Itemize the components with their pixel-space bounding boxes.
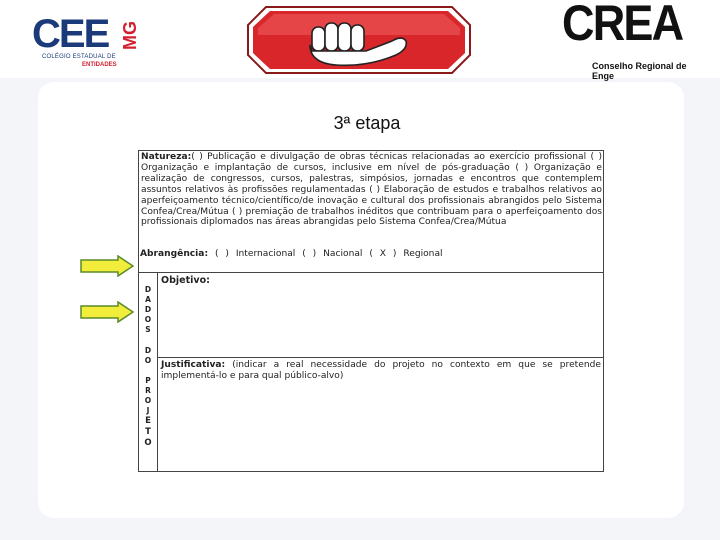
side-label-letter: D — [144, 345, 152, 355]
crea-logo-tagline: Conselho Regional de Enge — [592, 61, 687, 81]
cee-mg-logo — [32, 8, 147, 68]
side-label-letter: R — [145, 385, 151, 395]
crea-logo-text: CREA — [562, 0, 683, 51]
side-label-letter: A — [145, 295, 151, 305]
justificativa-label: Justificativa: — [161, 360, 226, 370]
divider — [157, 272, 158, 471]
objetivo-label: Objetivo: — [161, 275, 210, 286]
cee-logo-mg: MG — [120, 21, 140, 51]
crea-logo — [562, 0, 692, 81]
divider — [139, 272, 603, 273]
cee-logo-line2: ENTIDADES — [82, 62, 117, 68]
side-label-letter: O — [144, 355, 152, 365]
natureza-section — [140, 152, 603, 228]
abrangencia-label: Abrangência: — [140, 249, 209, 259]
stop-hand-icon — [246, 5, 472, 75]
arrow-right-icon — [80, 301, 134, 323]
side-label-letter: T — [145, 427, 151, 438]
side-label-letter: P — [145, 375, 151, 385]
dados-do-projeto-side-label — [141, 285, 155, 449]
cee-logo-text: CEE — [32, 12, 109, 56]
side-label-letter: O — [144, 438, 152, 449]
side-label-letter — [141, 366, 155, 376]
cee-logo-line1: COLÉGIO ESTADUAL DE — [42, 54, 116, 60]
header-banner — [0, 0, 720, 81]
justificativa-text: (indicar a real necessidade do projeto no contexto em que se pretende implementá-lo e para qual público-alvo) — [161, 360, 601, 381]
slide-title: 3ª etapa — [333, 113, 401, 133]
natureza-label: Natureza: — [141, 152, 192, 162]
project-form — [138, 150, 604, 472]
side-label-letter: D — [144, 285, 152, 294]
abrangencia-section — [140, 249, 603, 260]
arrow-right-icon — [80, 255, 134, 277]
divider — [157, 357, 603, 358]
side-label-letter: E — [145, 416, 151, 427]
natureza-text: ( ) Publicação e divulgação de obras técnicas relacionadas ao exercício profissional ( ) Organização e implantação de cursos, inclusive em nível de pós-graduação ( ) Organização e realização de congressos, cursos, palestras, simpósios, jornadas e encontros que contemplem assuntos relativos às profissões regulamentadas ( ) Elaboração de estudos e trabalhos relativos ao aperfeiçoamento técnico/científico/de inovação e cultural dos profissionais abrangidos pelo Sistema Confea/Crea/Mútua ( ) premiação de trabalhos inéditos que contribuam para o aperfeiçoamento dos profissionais diplomados nas áreas abrangidas pelo Sistema Confea/Crea/Mútua — [141, 152, 602, 228]
side-label-letter: S — [145, 325, 151, 335]
side-label-letter: O — [144, 396, 152, 406]
side-label-letter: O — [144, 315, 152, 325]
justificativa-section — [161, 360, 601, 382]
abrangencia-options: ( ) Internacional ( ) Nacional ( X ) Regional — [214, 249, 443, 259]
side-label-letter: J — [146, 406, 150, 416]
side-label-letter — [141, 335, 155, 345]
side-label-letter: D — [144, 305, 152, 315]
